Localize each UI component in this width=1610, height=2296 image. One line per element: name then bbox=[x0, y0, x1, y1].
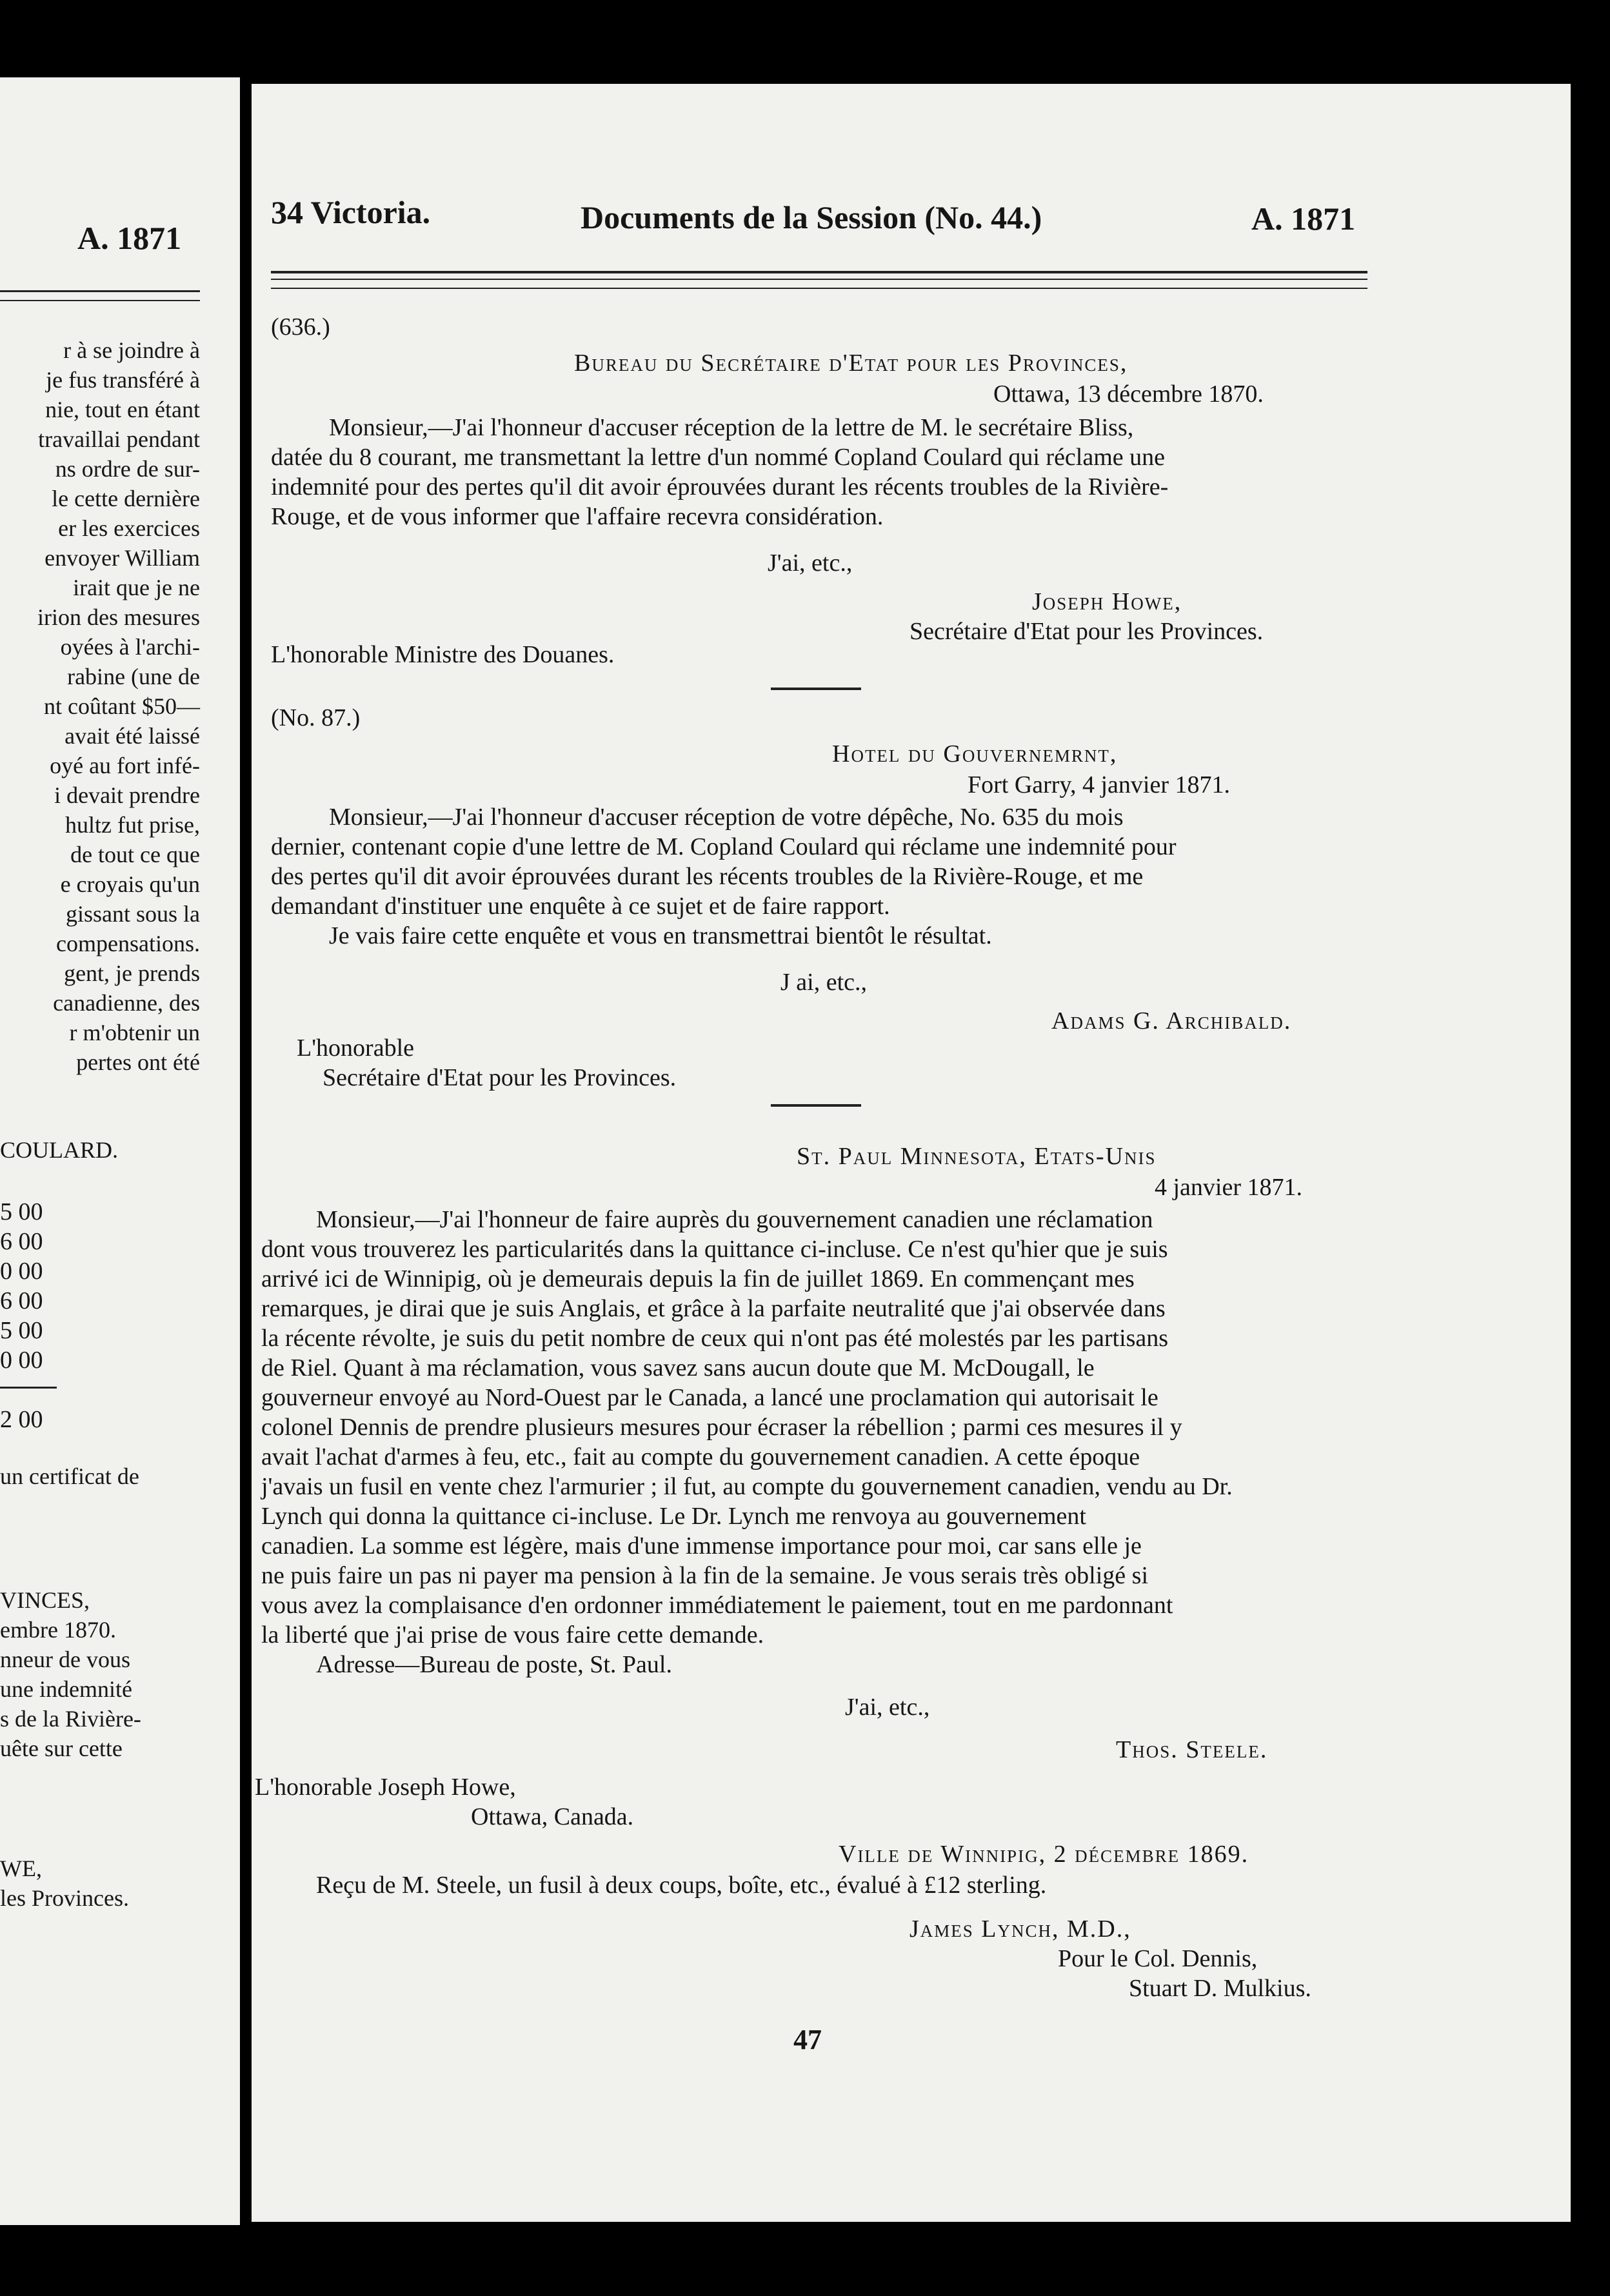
letter3-body-line: avait l'achat d'armes à feu, etc., fait au compte du gouvernement canadien. A cette époque bbox=[261, 1443, 1140, 1470]
left-line: e croyais qu'un bbox=[60, 871, 200, 897]
letter3-body-line: dont vous trouverez les particularités dans la quittance ci-incluse. Ce n'est qu'hier que je suis bbox=[261, 1236, 1168, 1263]
left-line: s de la Rivière- bbox=[0, 1706, 141, 1732]
receipt-text: Reçu de M. Steele, un fusil à deux coups, boîte, etc., évalué à £12 sterling. bbox=[316, 1872, 1047, 1899]
letter1-addressee: L'honorable Ministre des Douanes. bbox=[271, 641, 615, 668]
letter3-address: Adresse—Bureau de poste, St. Paul. bbox=[316, 1651, 672, 1678]
left-line: un certificat de bbox=[0, 1463, 139, 1489]
letter3-body-line: remarques, je dirai que je suis Anglais, et grâce à la parfaite neutralité que j'ai observée dans bbox=[261, 1295, 1166, 1322]
left-amount: 6 00 bbox=[0, 1228, 43, 1255]
letter2-body-line: des pertes qu'il dit avoir éprouvées durant les récents troubles de la Rivière-Rouge, et me bbox=[271, 863, 1144, 890]
letter3-date: 4 janvier 1871. bbox=[1155, 1174, 1303, 1201]
letter3-body-line: la récente révolte, je suis du petit nombre de ceux qui n'ont pas été molestés par les partisans bbox=[261, 1325, 1169, 1352]
header-rule bbox=[271, 271, 1367, 273]
letter2-addressee: Secrétaire d'Etat pour les Provinces. bbox=[323, 1064, 677, 1091]
left-line: gissant sous la bbox=[65, 901, 200, 927]
letter3-body-line: colonel Dennis de prendre plusieurs mesures pour écraser la rébellion ; parmi ces mesures il y bbox=[261, 1414, 1182, 1441]
left-line: ns ordre de sur- bbox=[55, 456, 200, 482]
letter2-closing: J ai, etc., bbox=[780, 969, 868, 996]
left-line: irion des mesures bbox=[37, 604, 200, 630]
left-line: r m'obtenir un bbox=[69, 1020, 200, 1045]
section-divider bbox=[771, 688, 861, 690]
letter1-number: (636.) bbox=[271, 313, 330, 341]
left-header-rule bbox=[0, 290, 200, 292]
letter1-body-line: datée du 8 courant, me transmettant la lettre d'un nommé Copland Coulard qui réclame une bbox=[271, 444, 1166, 471]
letter3-body-line: vous avez la complaisance d'en ordonner immédiatement le paiement, tout en me pardonnant bbox=[261, 1592, 1173, 1619]
left-line: une indemnité bbox=[0, 1676, 132, 1702]
left-line: oyées à l'archi- bbox=[60, 634, 200, 660]
letter1-office: Bureau du Secrétaire d'Etat pour les Provinces, bbox=[574, 350, 1128, 377]
left-line: hultz fut prise, bbox=[65, 812, 200, 838]
letter3-body-line: ne puis faire un pas ni payer ma pension à la fin de la semaine. Je vous serais très obligé si bbox=[261, 1562, 1148, 1589]
left-line: je fus transféré à bbox=[46, 367, 200, 393]
letter2-body-line: dernier, contenant copie d'une lettre de M. Copland Coulard qui réclame une indemnité pour bbox=[271, 833, 1177, 860]
left-page-fragment bbox=[0, 77, 240, 2225]
letter3-body-line: de Riel. Quant à ma réclamation, vous savez sans aucun doute que M. McDougall, le bbox=[261, 1354, 1095, 1381]
left-page-header: A. 1871 bbox=[77, 220, 182, 256]
letter2-place-date: Fort Garry, 4 janvier 1871. bbox=[968, 771, 1230, 798]
left-signature: COULARD. bbox=[0, 1137, 119, 1163]
letter1-place-date: Ottawa, 13 décembre 1870. bbox=[993, 381, 1264, 408]
header-right: A. 1871 bbox=[1251, 201, 1356, 237]
left-amount: 0 00 bbox=[0, 1258, 43, 1285]
left-line: gent, je prends bbox=[64, 960, 200, 986]
letter3-addressee: Ottawa, Canada. bbox=[471, 1803, 634, 1830]
left-line: WE, bbox=[0, 1856, 42, 1881]
letter3-place: St. Paul Minnesota, Etats-Unis bbox=[797, 1143, 1157, 1170]
receipt-place-date: Ville de Winnipig, 2 décembre 1869. bbox=[839, 1841, 1249, 1868]
letter1-closing: J'ai, etc., bbox=[768, 549, 853, 577]
left-header-rule-2 bbox=[0, 300, 200, 301]
left-line: er les exercices bbox=[58, 515, 200, 541]
left-amount: 5 00 bbox=[0, 1198, 43, 1225]
left-sum-rule bbox=[0, 1387, 57, 1389]
left-line: nie, tout en étant bbox=[45, 397, 200, 422]
left-line: pertes ont été bbox=[76, 1049, 200, 1075]
letter1-signature-title: Secrétaire d'Etat pour les Provinces. bbox=[909, 618, 1264, 645]
header-rule-3 bbox=[271, 288, 1367, 289]
letter2-signature: Adams G. Archibald. bbox=[1051, 1007, 1292, 1034]
left-line: nneur de vous bbox=[0, 1647, 130, 1672]
left-line: i devait prendre bbox=[54, 782, 200, 808]
left-line: rabine (une de bbox=[67, 664, 200, 689]
left-line: envoyer William bbox=[45, 545, 200, 571]
letter3-addressee: L'honorable Joseph Howe, bbox=[255, 1774, 516, 1801]
letter2-body-line: Monsieur,—J'ai l'honneur d'accuser réception de votre dépêche, No. 635 du mois bbox=[329, 804, 1124, 831]
letter3-body-line: Monsieur,—J'ai l'honneur de faire auprès du gouvernement canadien une réclamation bbox=[316, 1206, 1153, 1233]
left-line: VINCES, bbox=[0, 1587, 90, 1613]
left-line: le cette dernière bbox=[52, 486, 200, 511]
letter3-body-line: j'avais un fusil en vente chez l'armurier ; il fut, au compte du gouvernement canadien, vendu au Dr. bbox=[261, 1473, 1233, 1500]
letter2-number: (No. 87.) bbox=[271, 704, 361, 731]
left-line: compensations. bbox=[56, 931, 200, 956]
letter3-body-line: gouverneur envoyé au Nord-Ouest par le Canada, a lancé une proclamation qui autorisait le bbox=[261, 1384, 1158, 1411]
letter3-signature: Thos. Steele. bbox=[1116, 1736, 1268, 1763]
letter3-body-line: la liberté que j'ai prise de vous faire cette demande. bbox=[261, 1621, 764, 1648]
letter1-body-line: Monsieur,—J'ai l'honneur d'accuser réception de la lettre de M. le secrétaire Bliss, bbox=[329, 414, 1134, 441]
letter2-body-line: Je vais faire cette enquête et vous en transmettrai bientôt le résultat. bbox=[329, 922, 992, 949]
left-line: canadienne, des bbox=[53, 990, 200, 1016]
letter1-body-line: Rouge, et de vous informer que l'affaire recevra considération. bbox=[271, 503, 884, 530]
receipt-signature: Stuart D. Mulkius. bbox=[1129, 1975, 1311, 2002]
header-rule-2 bbox=[271, 279, 1367, 280]
letter3-closing: J'ai, etc., bbox=[845, 1694, 930, 1721]
letter3-body-line: Lynch qui donna la quittance ci-incluse. Le Dr. Lynch me renvoya au gouvernement bbox=[261, 1503, 1086, 1530]
left-line: les Provinces. bbox=[0, 1885, 129, 1911]
letter2-body-line: demandant d'instituer une enquête à ce sujet et de faire rapport. bbox=[271, 893, 890, 920]
left-line: travaillai pendant bbox=[38, 426, 200, 452]
header-left: 34 Victoria. bbox=[271, 194, 431, 230]
letter2-office: Hotel du Gouvernemrnt, bbox=[832, 740, 1118, 767]
left-line: de tout ce que bbox=[70, 842, 200, 867]
receipt-signature: James Lynch, M.D., bbox=[909, 1915, 1131, 1943]
left-line: oyé au fort infé- bbox=[50, 753, 200, 778]
section-divider bbox=[771, 1104, 861, 1107]
left-amount: 6 00 bbox=[0, 1287, 43, 1314]
left-line: irait que je ne bbox=[73, 575, 200, 600]
letter3-body-line: arrivé ici de Winnipig, où je demeurais depuis la fin de juillet 1869. En commençant mes bbox=[261, 1265, 1135, 1292]
receipt-signature: Pour le Col. Dennis, bbox=[1058, 1945, 1258, 1972]
document-page bbox=[252, 84, 1571, 2222]
header-center: Documents de la Session (No. 44.) bbox=[581, 199, 1042, 235]
left-amount: 0 00 bbox=[0, 1347, 43, 1374]
letter3-body-line: canadien. La somme est légère, mais d'une immense importance pour moi, car sans elle je bbox=[261, 1532, 1142, 1559]
left-total: 2 00 bbox=[0, 1406, 43, 1433]
left-line: r à se joindre à bbox=[63, 337, 200, 363]
left-line: embre 1870. bbox=[0, 1617, 116, 1643]
left-line: uête sur cette bbox=[0, 1736, 123, 1761]
left-amount: 5 00 bbox=[0, 1317, 43, 1344]
page-number: 47 bbox=[793, 2024, 822, 2055]
letter1-signature: Joseph Howe, bbox=[1032, 588, 1182, 615]
letter2-addressee: L'honorable bbox=[297, 1034, 415, 1062]
letter1-body-line: indemnité pour des pertes qu'il dit avoir éprouvées durant les récents troubles de la Rivière- bbox=[271, 473, 1169, 500]
left-line: avait été laissé bbox=[65, 723, 200, 749]
left-line: nt coûtant $50— bbox=[44, 693, 200, 719]
